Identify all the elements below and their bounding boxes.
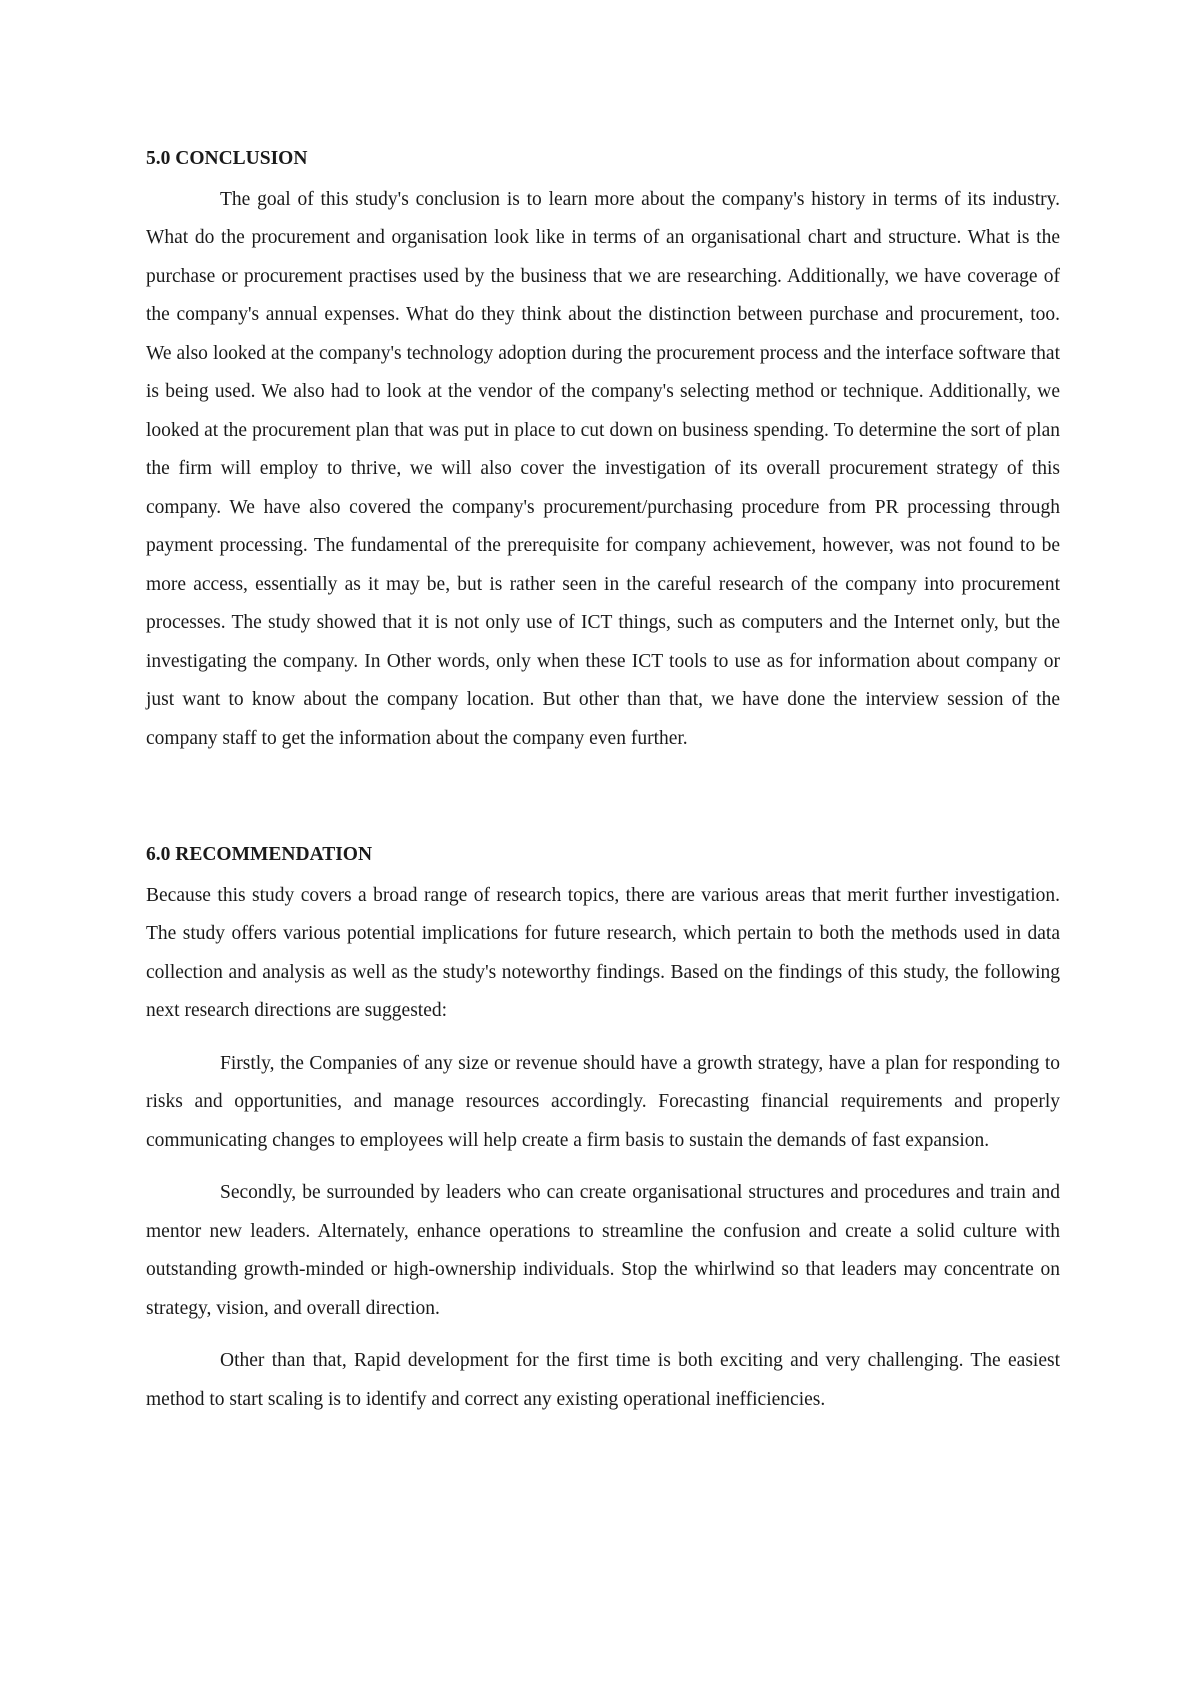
- recommendation-paragraph-secondly: Secondly, be surrounded by leaders who can create organisational structures and procedures and train and mentor new leaders. Alternately, enhance operations to streamline the confusion and create a solid culture with outstanding growth-minded or high-ownership individuals. Stop the whirlwind so that leaders may concentrate on strategy, vision, and overall direction.: [146, 1182, 1060, 1319]
- recommendation-heading: 6.0 RECOMMENDATION: [146, 844, 373, 865]
- recommendation-paragraph-other: Other than that, Rapid development for the first time is both exciting and very challenging. The easiest method to start scaling is to identify and correct any existing operational inefficiencies.: [146, 1350, 1060, 1410]
- recommendation-paragraph-firstly: Firstly, the Companies of any size or revenue should have a growth strategy, have a plan for responding to risks and opportunities, and manage resources accordingly. Forecasting financial requirements and properly communicating changes to employees will help create a firm basis to sustain the demands of fast expansion.: [146, 1052, 1060, 1151]
- conclusion-paragraph: The goal of this study's conclusion is to learn more about the company's history in terms of its industry. What do the procurement and organisation look like in terms of an organisational chart and structure. What is the purchase or procurement practises used by the business that we are researching. Additionally, we have coverage of the company's annual expenses. What do they think about the distinction between purchase and procurement, too. We also looked at the company's technology adoption during the procurement process and the interface software that is being used. We also had to look at the vendor of the company's selecting method or technique. Additionally, we looked at the procurement plan that was put in place to cut down on business spending. To determine the sort of plan the firm will employ to thrive, we will also cover the investigation of its overall procurement strategy of this company. We have also covered the company's procurement/purchasing procedure from PR processing through payment processing. The fundamental of the prerequisite for company achievement, however, was not found to be more access, essentially as it may be, but is rather seen in the careful research of the company into procurement processes. The study showed that it is not only use of ICT things, such as computers and the Internet only, but the investigating the company. In Other words, only when these ICT tools to use as for information about company or just want to know about the company location. But other than that, we have done the interview session of the company staff to get the information about the company even further.: [146, 188, 1060, 749]
- document-content: [146, 140, 1060, 1419]
- recommendation-intro-paragraph: Because this study covers a broad range of research topics, there are various areas that merit further investigation. The study offers various potential implications for future research, which pertain to both the methods used in data collection and analysis as well as the study's noteworthy findings. Based on the findings of this study, the following next research directions are suggested:: [146, 884, 1060, 1021]
- paragraph-spacer: [146, 1031, 1060, 1045]
- conclusion-heading: 5.0 CONCLUSION: [146, 148, 308, 169]
- paragraph-spacer: [146, 1328, 1060, 1342]
- paragraph-spacer: [146, 1160, 1060, 1174]
- section-spacer: [146, 758, 1060, 836]
